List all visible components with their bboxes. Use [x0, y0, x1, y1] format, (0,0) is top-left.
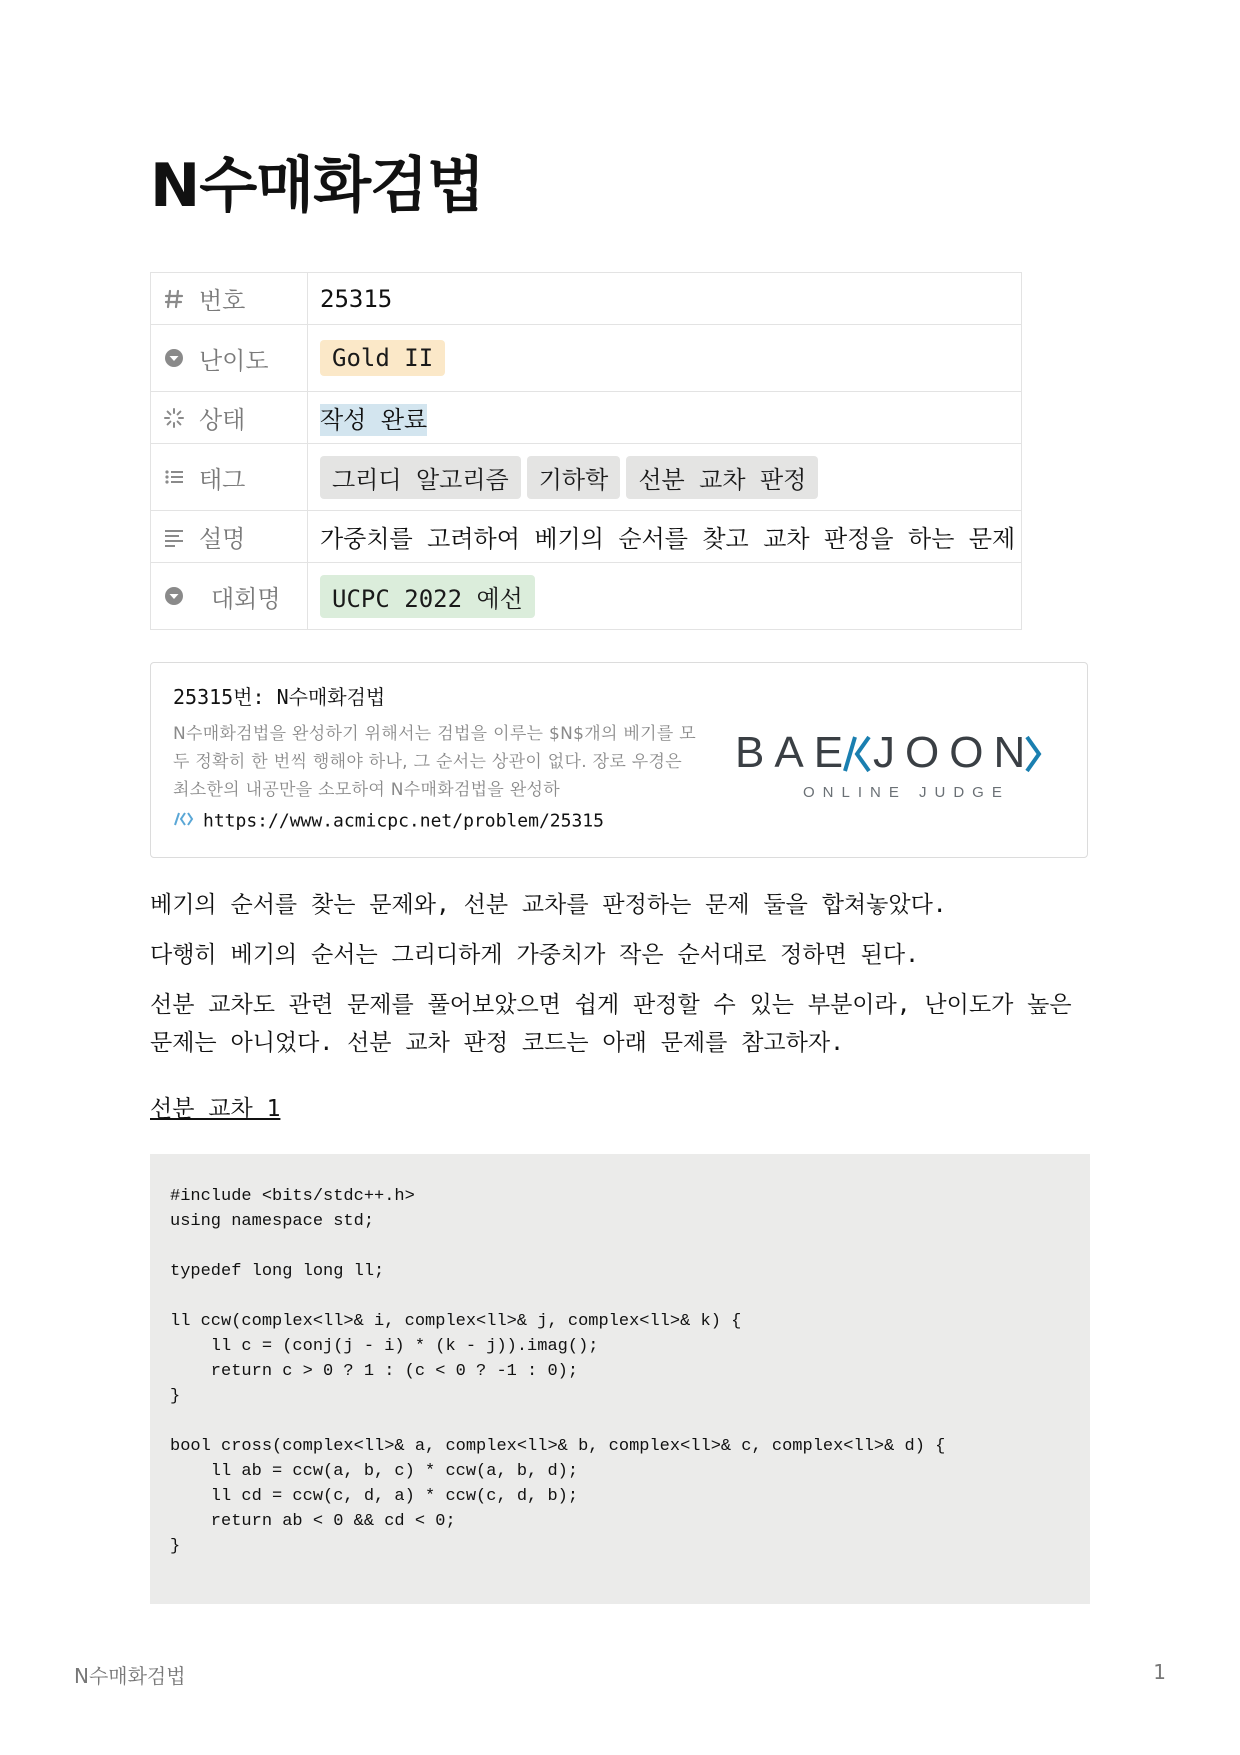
- bookmark-title: 25315번: N수매화검법: [173, 685, 386, 709]
- property-row-tags: [151, 444, 1022, 511]
- property-key[interactable]: 상태: [151, 392, 308, 444]
- property-row-contest: [151, 563, 1022, 630]
- baekjoon-logo: [723, 719, 1083, 809]
- bookmark-card[interactable]: [150, 662, 1088, 858]
- list-icon: [163, 466, 185, 488]
- status-icon: [163, 407, 185, 429]
- property-row-description: [151, 511, 1022, 563]
- property-value-number[interactable]: 25315: [308, 273, 1022, 325]
- page-number: 1: [1153, 1660, 1166, 1684]
- property-value-contest[interactable]: [308, 563, 1022, 630]
- tag-chip[interactable]: 기하학: [527, 456, 621, 499]
- property-value-tags[interactable]: [308, 444, 1022, 511]
- svg-text:JOON: JOON: [873, 728, 1036, 777]
- hash-icon: [163, 288, 185, 310]
- tag-chip[interactable]: 그리디 알고리즘: [320, 456, 521, 499]
- bookmark-description: N수매화검법을 완성하기 위해서는 검법을 이루는 $N$개의 베기를 모두 정확히 한 번씩 행해야 하나, 그 순서는 상관이 없다. 장로 우경은 최소한의 내공만을 소모하여 N수매화검법을 완성하: [173, 724, 696, 800]
- bookmark-text: [173, 681, 703, 833]
- body-paragraph: 선분 교차도 관련 문제를 풀어보았으면 쉽게 판정할 수 있는 부분이라, 난이도가 높은 문제는 아니었다. 선분 교차 판정 코드는 아래 문제를 참고하자.: [150, 992, 1072, 1056]
- property-value-description[interactable]: 가중치를 고려하여 베기의 순서를 찾고 교차 판정을 하는 문제: [308, 511, 1022, 563]
- select-icon: [163, 347, 185, 369]
- body-paragraph: 베기의 순서를 찾는 문제와, 선분 교차를 판정하는 문제 둘을 합쳐놓았다.: [150, 892, 947, 918]
- tag-chip[interactable]: 선분 교차 판정: [626, 456, 818, 499]
- bookmark-url[interactable]: https://www.acmicpc.net/problem/25315: [173, 810, 703, 833]
- code-text: #include <bits/stdc++.h> using namespace std; typedef long long ll; ll ccw(complex<ll>& i, complex<ll>& j, complex<ll>& k) { ll c = (conj(j - i) * (k - j)).imag(); return c > 0 ? 1 : (c < 0 ? -1 : 0); } bool cross(complex<ll>& a, complex<ll>& b, complex<ll>& c, complex<ll>& d) { ll ab = ccw(a, b, c) * ccw(a, b, d); ll cd = ccw(c, d, a) * ccw(c, d, b); return ab < 0 && cd < 0; }: [170, 1187, 946, 1556]
- property-key[interactable]: 설명: [151, 511, 308, 563]
- page-title: N수매화검법: [150, 151, 485, 221]
- status-text: 작성 완료: [320, 406, 428, 434]
- property-row-number: [151, 273, 1022, 325]
- svg-text:ONLINE JUDGE: ONLINE JUDGE: [803, 784, 1010, 801]
- body-paragraph: 다행히 베기의 순서는 그리디하게 가중치가 작은 순서대로 정하면 된다.: [150, 942, 919, 968]
- property-key[interactable]: 태그: [151, 444, 308, 511]
- property-key[interactable]: 번호: [151, 273, 308, 325]
- property-key[interactable]: 대회명: [151, 563, 308, 630]
- baekjoon-favicon-icon: [173, 810, 195, 833]
- contest-badge[interactable]: UCPC 2022 예선: [320, 575, 535, 618]
- property-row-status: [151, 392, 1022, 444]
- property-value-status[interactable]: [308, 392, 1022, 444]
- text-icon: [163, 526, 185, 548]
- svg-text:BAE: BAE: [735, 728, 854, 777]
- property-key[interactable]: 난이도: [151, 325, 308, 392]
- difficulty-badge[interactable]: Gold II: [320, 340, 445, 376]
- property-value-difficulty[interactable]: [308, 325, 1022, 392]
- property-row-difficulty: [151, 325, 1022, 392]
- footer-title: N수매화검법: [74, 1664, 186, 1688]
- properties-table: [150, 272, 1022, 630]
- code-block[interactable]: [150, 1154, 1090, 1604]
- problem-link[interactable]: 선분 교차 1: [150, 1096, 281, 1122]
- select-icon: [163, 585, 185, 607]
